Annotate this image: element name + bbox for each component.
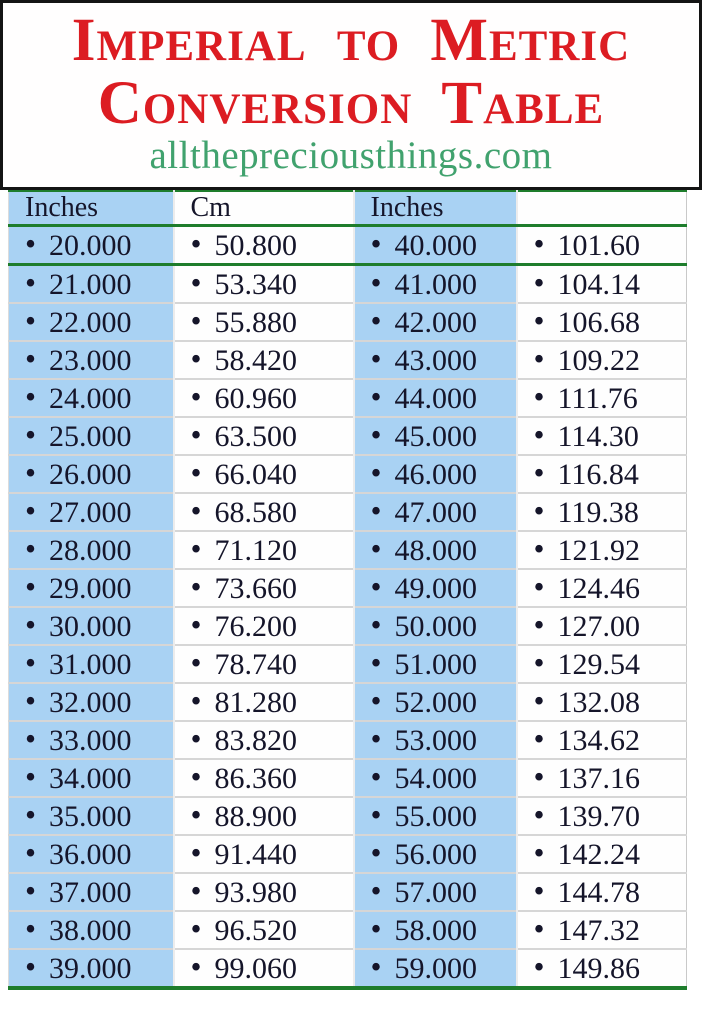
- inches-cell: [9, 531, 174, 569]
- cell-value: 24.000: [49, 382, 132, 415]
- bullet-icon: •: [370, 645, 382, 680]
- bullet-icon: •: [190, 303, 202, 338]
- bullet-icon: •: [370, 759, 382, 794]
- bullet-icon: •: [533, 303, 545, 338]
- table-row: [9, 226, 687, 265]
- cm-cell: [174, 759, 354, 797]
- inches-cell: [9, 493, 174, 531]
- bullet-icon: •: [190, 797, 202, 832]
- cell-value: 99.060: [214, 952, 298, 985]
- cm-cell: [174, 226, 354, 265]
- cell-value: 60.960: [214, 382, 298, 415]
- cell-value: 121.92: [557, 534, 641, 567]
- bullet-icon: •: [533, 873, 545, 908]
- cell-value: 147.32: [557, 914, 641, 947]
- inches-cell: [9, 303, 174, 341]
- bullet-icon: •: [25, 607, 37, 642]
- bullet-icon: •: [25, 493, 37, 528]
- cell-value: 129.54: [557, 648, 641, 681]
- bullet-icon: •: [25, 303, 37, 338]
- cell-value: 47.000: [394, 496, 478, 529]
- bullet-icon: •: [190, 645, 202, 680]
- inches-cell: [354, 911, 517, 949]
- cell-value: 58.420: [214, 344, 298, 377]
- inches-cell: [354, 569, 517, 607]
- inches-cell: [354, 797, 517, 835]
- inches-cell: [354, 417, 517, 455]
- column-header-cm-right: [517, 191, 687, 226]
- cell-value: 106.68: [557, 306, 641, 339]
- cell-value: 28.000: [49, 534, 132, 567]
- cm-cell: [174, 911, 354, 949]
- cell-value: 50.000: [394, 610, 478, 643]
- page-title-line-1: Imperial to Metric: [71, 7, 631, 74]
- cell-value: 46.000: [394, 458, 478, 491]
- cm-cell: [174, 569, 354, 607]
- cell-value: 59.000: [394, 952, 478, 985]
- bullet-icon: •: [533, 607, 545, 642]
- cell-value: 23.000: [49, 344, 132, 377]
- table-row: [9, 265, 687, 304]
- cell-value: 127.00: [557, 610, 641, 643]
- cm-cell: [517, 873, 687, 911]
- bullet-icon: •: [190, 265, 202, 300]
- cell-value: 43.000: [394, 344, 478, 377]
- cell-value: 81.280: [214, 686, 298, 719]
- cell-value: 33.000: [49, 724, 132, 757]
- bullet-icon: •: [533, 531, 545, 566]
- inches-cell: [9, 341, 174, 379]
- bullet-icon: •: [190, 493, 202, 528]
- website-url: allthepreciousthings.com: [149, 133, 553, 177]
- cm-cell: [174, 721, 354, 759]
- bullet-icon: •: [370, 949, 382, 984]
- bullet-icon: •: [533, 379, 545, 414]
- inches-cell: [354, 455, 517, 493]
- bullet-icon: •: [370, 303, 382, 338]
- table-row: [9, 797, 687, 835]
- table-row: [9, 835, 687, 873]
- cell-value: 63.500: [214, 420, 298, 453]
- table-row: [9, 949, 687, 988]
- bullet-icon: •: [533, 835, 545, 870]
- cell-value: 44.000: [394, 382, 478, 415]
- table-row: [9, 417, 687, 455]
- inches-cell: [9, 835, 174, 873]
- cell-value: 73.660: [214, 572, 298, 605]
- bullet-icon: •: [370, 873, 382, 908]
- cell-value: 57.000: [394, 876, 478, 909]
- bullet-icon: •: [25, 226, 37, 261]
- cell-value: 55.880: [214, 306, 298, 339]
- cell-value: 55.000: [394, 800, 478, 833]
- conversion-table-head: [9, 191, 687, 226]
- cell-value: 29.000: [49, 572, 132, 605]
- bullet-icon: •: [533, 341, 545, 376]
- conversion-table-body: [9, 226, 687, 989]
- bullet-icon: •: [533, 645, 545, 680]
- cell-value: 56.000: [394, 838, 478, 871]
- cell-value: 53.000: [394, 724, 478, 757]
- header-row: [9, 191, 687, 226]
- inches-cell: [9, 949, 174, 988]
- header-box: [0, 0, 702, 190]
- bullet-icon: •: [25, 721, 37, 756]
- cm-cell: [174, 341, 354, 379]
- bullet-icon: •: [533, 226, 545, 261]
- cell-value: 119.38: [557, 496, 639, 529]
- cm-cell: [174, 607, 354, 645]
- inches-cell: [9, 226, 174, 265]
- cm-cell: [517, 721, 687, 759]
- bullet-icon: •: [190, 759, 202, 794]
- cm-cell: [517, 797, 687, 835]
- cell-value: 26.000: [49, 458, 132, 491]
- bullet-icon: •: [25, 797, 37, 832]
- inches-cell: [354, 683, 517, 721]
- cell-value: 45.000: [394, 420, 478, 453]
- cm-cell: [174, 531, 354, 569]
- bullet-icon: •: [370, 226, 382, 261]
- inches-cell: [9, 417, 174, 455]
- cell-value: 38.000: [49, 914, 132, 947]
- cm-cell: [174, 683, 354, 721]
- cm-cell: [517, 265, 687, 304]
- cell-value: 142.24: [557, 838, 641, 871]
- bullet-icon: •: [190, 379, 202, 414]
- cell-value: 41.000: [394, 268, 478, 301]
- cm-cell: [517, 607, 687, 645]
- inches-cell: [9, 607, 174, 645]
- bullet-icon: •: [533, 911, 545, 946]
- conversion-table: [8, 190, 687, 990]
- bullet-icon: •: [25, 645, 37, 680]
- cell-value: 96.520: [214, 914, 298, 947]
- bullet-icon: •: [533, 797, 545, 832]
- cm-cell: [174, 493, 354, 531]
- cm-cell: [174, 455, 354, 493]
- cm-cell: [174, 645, 354, 683]
- bullet-icon: •: [533, 683, 545, 718]
- bullet-icon: •: [370, 721, 382, 756]
- bullet-icon: •: [370, 683, 382, 718]
- cell-value: 40.000: [394, 229, 478, 262]
- bullet-icon: •: [190, 873, 202, 908]
- cell-value: 109.22: [557, 344, 641, 377]
- cell-value: 86.360: [214, 762, 298, 795]
- inches-cell: [9, 645, 174, 683]
- cell-value: 114.30: [557, 420, 639, 453]
- inches-cell: [9, 455, 174, 493]
- cell-value: 68.580: [214, 496, 298, 529]
- bullet-icon: •: [25, 835, 37, 870]
- cell-value: 31.000: [49, 648, 132, 681]
- inches-cell: [354, 226, 517, 265]
- inches-cell: [354, 645, 517, 683]
- column-header-cm-left: Cm: [174, 191, 354, 226]
- cell-value: 134.62: [557, 724, 641, 757]
- bullet-icon: •: [25, 531, 37, 566]
- cell-value: 34.000: [49, 762, 132, 795]
- cell-value: 111.76: [557, 382, 638, 415]
- cm-cell: [174, 265, 354, 304]
- bullet-icon: •: [190, 949, 202, 984]
- bullet-icon: •: [370, 607, 382, 642]
- cell-value: 132.08: [557, 686, 641, 719]
- cm-cell: [517, 303, 687, 341]
- cm-cell: [517, 911, 687, 949]
- page-title-line-2: Conversion Table: [97, 70, 605, 138]
- bullet-icon: •: [370, 797, 382, 832]
- cell-value: 39.000: [49, 952, 132, 985]
- table-row: [9, 911, 687, 949]
- inches-cell: [354, 303, 517, 341]
- cell-value: 144.78: [557, 876, 641, 909]
- inches-cell: [354, 607, 517, 645]
- inches-cell: [9, 759, 174, 797]
- bullet-icon: •: [190, 569, 202, 604]
- cm-cell: [174, 417, 354, 455]
- bullet-icon: •: [370, 569, 382, 604]
- cell-value: 76.200: [214, 610, 298, 643]
- inches-cell: [354, 873, 517, 911]
- bullet-icon: •: [25, 683, 37, 718]
- cell-value: 53.340: [214, 268, 298, 301]
- bullet-icon: •: [190, 417, 202, 452]
- inches-cell: [9, 265, 174, 304]
- cell-value: 37.000: [49, 876, 132, 909]
- bullet-icon: •: [533, 417, 545, 452]
- cell-value: 51.000: [394, 648, 478, 681]
- inches-cell: [9, 797, 174, 835]
- cell-value: 27.000: [49, 496, 132, 529]
- table-row: [9, 607, 687, 645]
- bullet-icon: •: [190, 683, 202, 718]
- bullet-icon: •: [370, 341, 382, 376]
- bullet-icon: •: [370, 531, 382, 566]
- bullet-icon: •: [190, 455, 202, 490]
- bullet-icon: •: [533, 759, 545, 794]
- bullet-icon: •: [25, 265, 37, 300]
- bullet-icon: •: [370, 493, 382, 528]
- cm-cell: [517, 531, 687, 569]
- bullet-icon: •: [190, 531, 202, 566]
- bullet-icon: •: [533, 721, 545, 756]
- cell-value: 49.000: [394, 572, 478, 605]
- cm-cell: [517, 226, 687, 265]
- cell-value: 83.820: [214, 724, 298, 757]
- bullet-icon: •: [190, 911, 202, 946]
- bullet-icon: •: [533, 265, 545, 300]
- table-row: [9, 531, 687, 569]
- cell-value: 52.000: [394, 686, 478, 719]
- cell-value: 25.000: [49, 420, 132, 453]
- cell-value: 35.000: [49, 800, 132, 833]
- bullet-icon: •: [190, 226, 202, 261]
- cell-value: 50.800: [214, 229, 298, 262]
- cm-cell: [517, 683, 687, 721]
- cm-cell: [517, 645, 687, 683]
- cm-cell: [174, 303, 354, 341]
- cm-cell: [517, 379, 687, 417]
- bullet-icon: •: [370, 379, 382, 414]
- cell-value: 116.84: [557, 458, 639, 491]
- bullet-icon: •: [370, 265, 382, 300]
- cm-cell: [517, 417, 687, 455]
- cm-cell: [174, 835, 354, 873]
- cm-cell: [517, 341, 687, 379]
- table-row: [9, 569, 687, 607]
- bullet-icon: •: [370, 835, 382, 870]
- inches-cell: [9, 911, 174, 949]
- inches-cell: [354, 341, 517, 379]
- cm-cell: [517, 835, 687, 873]
- bullet-icon: •: [190, 341, 202, 376]
- bullet-icon: •: [533, 455, 545, 490]
- cm-cell: [517, 569, 687, 607]
- cell-value: 88.900: [214, 800, 298, 833]
- table-row: [9, 721, 687, 759]
- inches-cell: [9, 379, 174, 417]
- bullet-icon: •: [533, 949, 545, 984]
- cell-value: 104.14: [557, 268, 641, 301]
- table-row: [9, 873, 687, 911]
- column-header-inches-left: Inches: [9, 191, 174, 226]
- inches-cell: [354, 835, 517, 873]
- inches-cell: [354, 759, 517, 797]
- bullet-icon: •: [25, 873, 37, 908]
- cell-value: 30.000: [49, 610, 132, 643]
- inches-cell: [9, 569, 174, 607]
- bullet-icon: •: [370, 911, 382, 946]
- cell-value: 66.040: [214, 458, 298, 491]
- inches-cell: [354, 379, 517, 417]
- inches-cell: [354, 721, 517, 759]
- cm-cell: [517, 759, 687, 797]
- cm-cell: [174, 379, 354, 417]
- inches-cell: [9, 683, 174, 721]
- bullet-icon: •: [25, 417, 37, 452]
- bullet-icon: •: [370, 417, 382, 452]
- bullet-icon: •: [25, 379, 37, 414]
- cell-value: 78.740: [214, 648, 298, 681]
- cm-cell: [517, 949, 687, 988]
- inches-cell: [9, 721, 174, 759]
- cm-cell: [517, 493, 687, 531]
- bullet-icon: •: [370, 455, 382, 490]
- cell-value: 71.120: [214, 534, 298, 567]
- cell-value: 101.60: [557, 229, 641, 262]
- cell-value: 36.000: [49, 838, 132, 871]
- cm-cell: [517, 455, 687, 493]
- cell-value: 42.000: [394, 306, 478, 339]
- bullet-icon: •: [533, 493, 545, 528]
- cell-value: 139.70: [557, 800, 641, 833]
- cell-value: 22.000: [49, 306, 132, 339]
- inches-cell: [354, 265, 517, 304]
- cell-value: 20.000: [49, 229, 132, 262]
- cell-value: 149.86: [557, 952, 641, 985]
- cell-value: 124.46: [557, 572, 641, 605]
- table-row: [9, 493, 687, 531]
- table-row: [9, 683, 687, 721]
- cell-value: 137.16: [557, 762, 641, 795]
- column-header-inches-right: Inches: [354, 191, 517, 226]
- bullet-icon: •: [190, 607, 202, 642]
- inches-cell: [354, 493, 517, 531]
- inches-cell: [354, 531, 517, 569]
- cell-value: 91.440: [214, 838, 298, 871]
- bullet-icon: •: [25, 759, 37, 794]
- cm-cell: [174, 873, 354, 911]
- bullet-icon: •: [25, 341, 37, 376]
- table-row: [9, 303, 687, 341]
- bullet-icon: •: [25, 569, 37, 604]
- bullet-icon: •: [190, 835, 202, 870]
- bullet-icon: •: [25, 455, 37, 490]
- table-row: [9, 645, 687, 683]
- cell-value: 58.000: [394, 914, 478, 947]
- bullet-icon: •: [25, 911, 37, 946]
- bullet-icon: •: [25, 949, 37, 984]
- bullet-icon: •: [190, 721, 202, 756]
- table-row: [9, 455, 687, 493]
- cell-value: 48.000: [394, 534, 478, 567]
- table-row: [9, 379, 687, 417]
- cell-value: 93.980: [214, 876, 298, 909]
- table-row: [9, 759, 687, 797]
- inches-cell: [354, 949, 517, 988]
- cm-cell: [174, 949, 354, 988]
- cell-value: 32.000: [49, 686, 132, 719]
- cell-value: 54.000: [394, 762, 478, 795]
- table-row: [9, 341, 687, 379]
- cell-value: 21.000: [49, 268, 132, 301]
- cm-cell: [174, 797, 354, 835]
- bullet-icon: •: [533, 569, 545, 604]
- inches-cell: [9, 873, 174, 911]
